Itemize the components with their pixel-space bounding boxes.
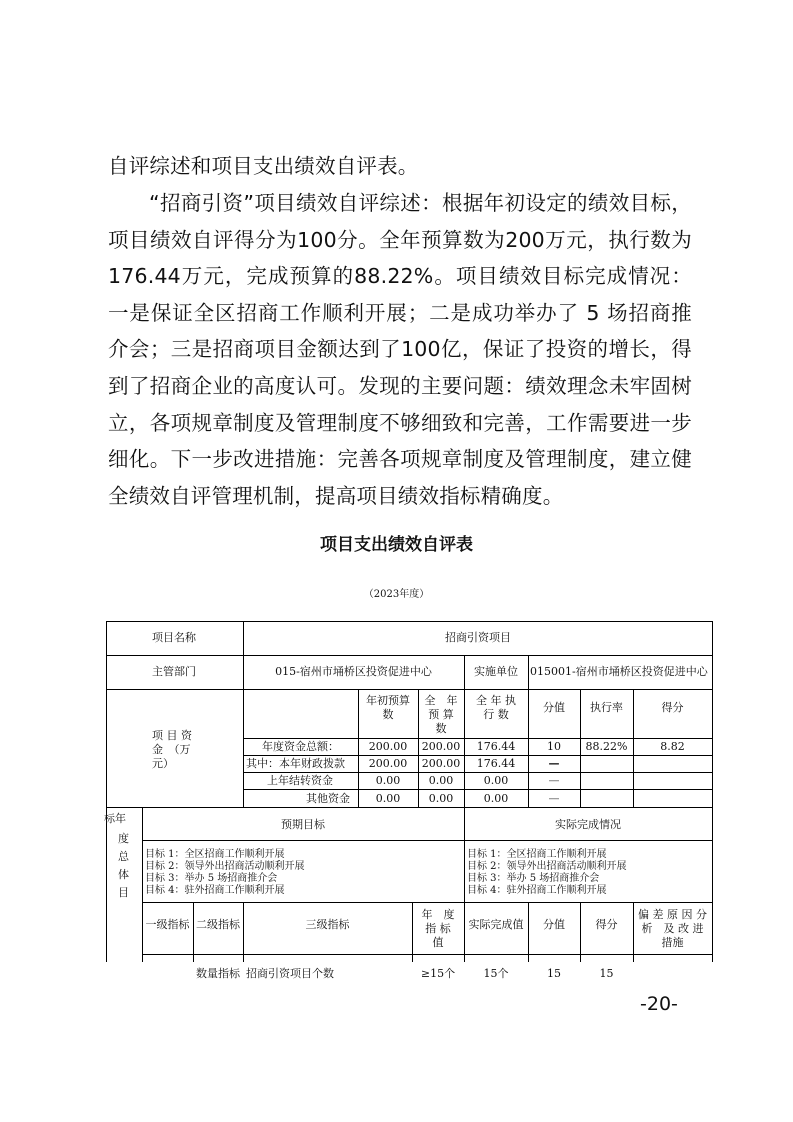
- table-row-initial: 0.00: [375, 792, 401, 805]
- impl-label: 实施单位: [474, 665, 518, 678]
- dept-label: 主管部门: [152, 665, 196, 678]
- table-row-annual: 200.00: [421, 740, 461, 753]
- ind-level1: 一级指标: [145, 918, 190, 931]
- table-row-exec: 0.00: [483, 792, 509, 805]
- table-row-annual: 0.00: [428, 792, 454, 805]
- table-row-label: 其他资金: [306, 792, 350, 805]
- ind-row-target: ≥15个: [420, 967, 456, 980]
- actual-goal-item: 目标 2：领导外出招商活动顺利开展: [467, 861, 627, 872]
- ind-reason-3: 措施: [661, 936, 684, 949]
- goal-side-label: 标年: [104, 812, 126, 825]
- paragraph-intro: 自评综述和项目支出绩效自评表。: [108, 154, 419, 178]
- ind-row-actual: 15个: [483, 967, 509, 980]
- ind-target-3: 值: [432, 936, 444, 949]
- col-score: 得分: [661, 701, 684, 714]
- ind-level2: 二级指标: [196, 918, 240, 931]
- funds-label-3: 元）: [152, 757, 174, 770]
- actual-goal-item: 目标 1：全区招商工作顺利开展: [467, 849, 607, 860]
- table-row-value: —: [548, 757, 560, 770]
- ind-target: 年 度: [421, 908, 455, 921]
- project-name: 招商引资项目: [445, 631, 511, 644]
- expected-goal-item: 目标 2：领导外出招商活动顺利开展: [145, 861, 305, 872]
- table-row-exec: 176.44: [476, 757, 516, 770]
- col-exec-rate: 执行率: [590, 701, 623, 714]
- expected-goal-label: 预期目标: [281, 818, 325, 831]
- table-row-rate: 88.22%: [585, 740, 628, 753]
- col-annual-budget-3: 数: [435, 722, 447, 735]
- dept-value: 015-宿州市埇桥区投资促进中心: [275, 665, 432, 678]
- goal-side-label-4: 体: [118, 868, 129, 881]
- table-row-score: 8.82: [660, 740, 685, 753]
- actual-label: 实际完成情况: [555, 818, 621, 831]
- goal-side-label-3: 总: [118, 850, 129, 863]
- goal-side-label-5: 目: [118, 886, 129, 899]
- table-subtitle: （2023年度）: [363, 589, 430, 600]
- expected-goal-item: 目标 4：驻外招商工作顺利开展: [145, 885, 285, 896]
- table-row-annual: 0.00: [428, 774, 454, 787]
- ind-row-level3: 招商引资项目个数: [246, 967, 334, 980]
- col-exec-2: 行 数: [483, 708, 509, 721]
- ind-row-value: 15: [547, 967, 561, 980]
- table-title: 项目支出绩效自评表: [320, 535, 473, 555]
- page-number: -20-: [640, 993, 678, 1015]
- expected-goal-item: 目标 1：全区招商工作顺利开展: [145, 849, 285, 860]
- ind-reason: 偏 差 原 因 分: [638, 908, 707, 921]
- table-row-label: 其中：本年财政拨款: [246, 757, 345, 770]
- ind-target-2: 指 标: [425, 922, 451, 935]
- col-initial-budget-2: 数: [382, 708, 394, 721]
- col-score-value: 分值: [543, 701, 565, 714]
- funds-label: 项 目 资: [152, 729, 192, 742]
- table-row-value: 10: [547, 740, 561, 753]
- impl-value: 015001-宿州市埇桥区投资促进中心: [530, 665, 708, 678]
- col-annual-budget-2: 预 算: [428, 708, 454, 721]
- table-row-initial: 200.00: [368, 757, 408, 770]
- ind-actual: 实际完成值: [468, 918, 524, 931]
- funds-label-2: 金 （万: [152, 743, 191, 756]
- expected-goal-item: 目标 3：举办 5 场招商推介会: [145, 873, 278, 884]
- paragraph-summary: “招商引资”项目绩效自评综述：根据年初设定的绩效目标，项目绩效自评得分为100分。全年预算数为200万元，执行数为176.44万元，完成预算的88.22%。项目绩效目标完成情况：一是保证全区招商工作顺利开展；二是成功举办了 5 场招商推介会；三是招商项目金额达到了100亿，保证了投资的增长，得到了招商企业的高度认可。发现的主要问题：绩效理念未牢固树立，各项规章制度及管理制度不够细致和完善，工作需要进一步细化。下一步改进措施：完善各项规章制度及管理制度，建立健全绩效自评管理机制，提高项目绩效指标精确度。: [108, 191, 692, 508]
- ind-score: 得分: [595, 918, 618, 931]
- table-row-exec: 176.44: [476, 740, 516, 753]
- ind-row-score: 15: [599, 967, 614, 980]
- col-annual-budget: 全 年: [424, 694, 458, 707]
- ind-reason-2: 析 及 改 进: [641, 922, 704, 935]
- table-row-initial: 200.00: [368, 740, 408, 753]
- actual-goal-item: 目标 3：举办 5 场招商推介会: [467, 873, 600, 884]
- table-row-initial: 0.00: [375, 774, 401, 787]
- table-row-value: —: [548, 792, 560, 805]
- ind-row-level2: 数量指标: [196, 967, 240, 980]
- col-initial-budget: 年初预算: [366, 694, 410, 707]
- table-row-exec: 0.00: [483, 774, 509, 787]
- actual-goal-item: 目标 4：驻外招商工作顺利开展: [467, 885, 607, 896]
- ind-level3: 三级指标: [305, 918, 350, 931]
- table-row-annual: 200.00: [421, 757, 461, 770]
- table-row-value: —: [548, 774, 560, 787]
- table-row-label: 上年结转资金: [267, 774, 333, 787]
- goal-side-label-2: 度: [118, 832, 129, 845]
- table-row-label: 年度资金总额：: [262, 740, 339, 753]
- project-name-label: 项目名称: [152, 631, 196, 644]
- col-exec: 全 年 执: [476, 694, 516, 707]
- ind-value: 分值: [543, 918, 565, 931]
